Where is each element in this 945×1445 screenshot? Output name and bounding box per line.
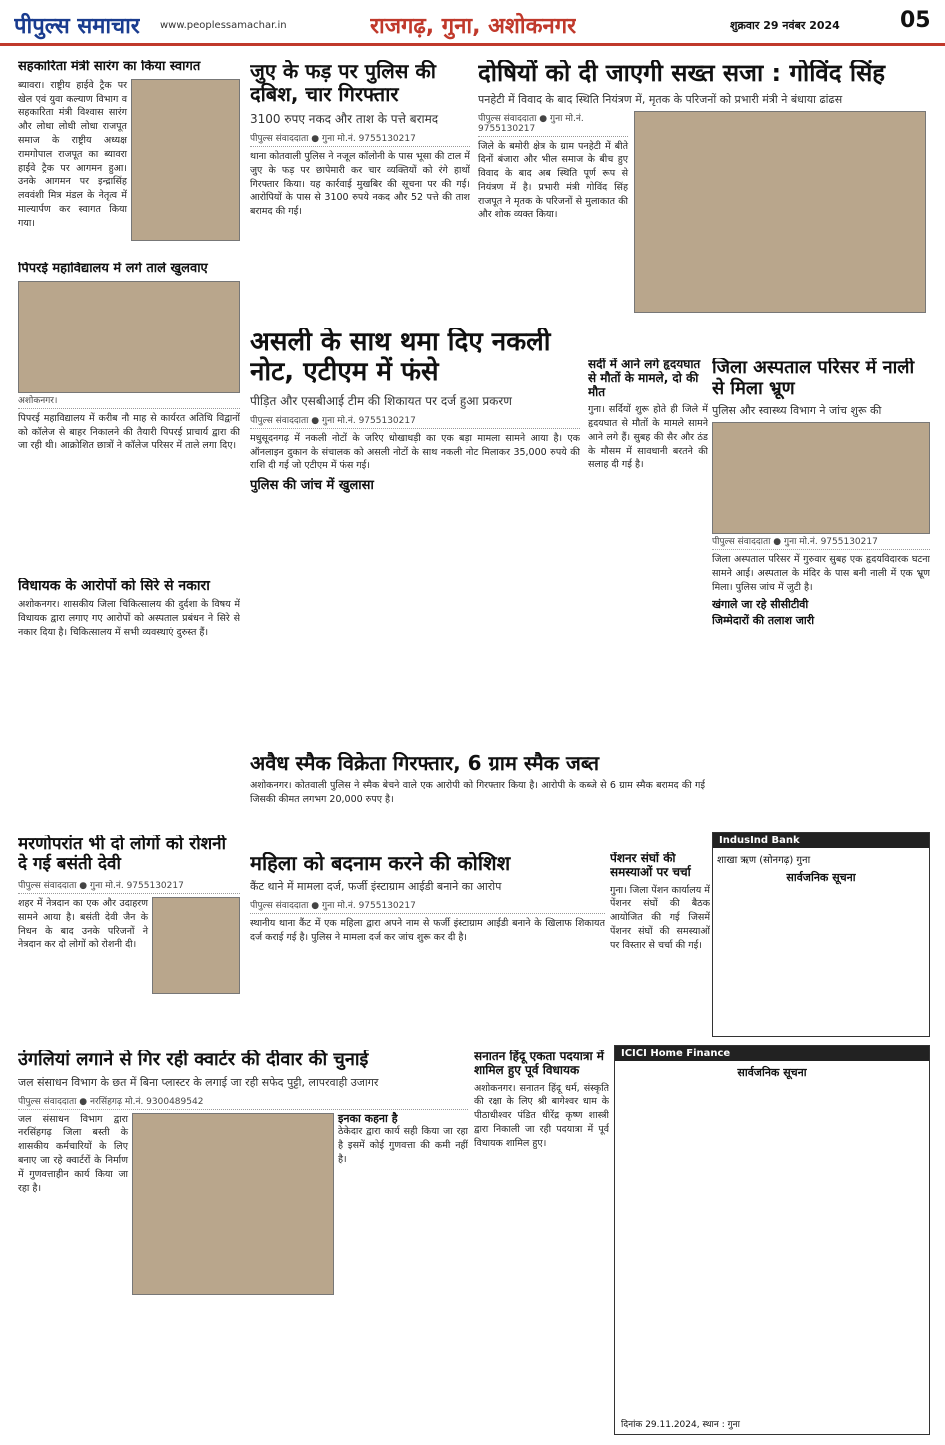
byline xyxy=(250,413,580,429)
headline: सनातन हिंदू एकता पदयात्रा में शामिल हुए पूर्व विधायक xyxy=(474,1050,604,1077)
subheadline: कैंट थाने में मामला दर्ज, फर्जी इंस्टाग्राम आईडी बनाने का आरोप xyxy=(250,880,502,893)
indusind-bank-notice xyxy=(712,832,930,1037)
headline: विधायक के आरोपों को सिरे से नकारा xyxy=(18,578,210,594)
subheadline: पनहेटी में विवाद के बाद स्थिति नियंत्रण में, मृतक के परिजनों को प्रभारी मंत्री ने बंधाया ढांढस xyxy=(478,92,843,106)
article-fetus-found xyxy=(712,358,930,828)
ad-heading: सार्वजनिक सूचना xyxy=(786,871,856,884)
headline: दोषियों को दी जाएगी सख्त सजा : गोविंद सिंह xyxy=(478,60,886,87)
byline xyxy=(250,131,470,147)
article-minister-welcome xyxy=(18,60,240,260)
headline: पेंशनर संघों की समस्याओं पर चर्चा xyxy=(610,852,691,879)
photo xyxy=(131,79,240,241)
ad-brand: ICICI Home Finance xyxy=(615,1046,929,1061)
photo xyxy=(712,422,930,534)
byline-name: पीपुल्स संवाददाता ● नरसिंहगढ़ xyxy=(18,1096,123,1107)
page-region-title: राजगढ़, गुना, अशोकनगर xyxy=(370,14,577,39)
headline: अवैध स्मैक विक्रेता गिरफ्तार, 6 ग्राम स्मैक जब्त xyxy=(250,752,600,775)
headline: महिला को बदनाम करने की कोशिश xyxy=(250,852,511,875)
article-strict-punishment xyxy=(478,60,928,350)
article-body: जिला अस्पताल परिसर में गुरुवार सुबह एक हृदयविदारक घटना सामने आई। अस्पताल के मंदिर के पास बनी नाली में एक भ्रूण मिला। पुलिस जांच में जुटी है। xyxy=(712,554,930,593)
headline: सर्दी में आने लगे हृदयघात से मौतों के मामले, दो की मौत xyxy=(588,358,701,399)
article-gambling-raid xyxy=(250,60,470,320)
article-sanatan-yatra xyxy=(474,1050,609,1435)
ad-brand: IndusInd Bank xyxy=(713,833,929,848)
article-smack-arrest xyxy=(250,752,705,847)
article-heart-attack xyxy=(588,358,708,738)
subhead-cctv: खंगाले जा रहे सीसीटीवी xyxy=(712,597,809,611)
article-body: ब्यावरा। राष्ट्रीय हाईवे ट्रैक पर खेल एवं युवा कल्याण विभाग व सहकारिता मंत्री विश्वास सारंग और लोधा लोधी लोधा राजपूत समाज के राष्ट्रीय अध्यक्ष रामगोपाल राजपूत का ब्यावरा हाईवे ट्रैक पर आगमन हुआ। उनके आगमन पर इन्द्रासिंह लववंशी मित्र मंडल के नेतृत्व में माल्यार्पण कर स्वागत किया गया। xyxy=(18,79,127,229)
subheadline: जल संसाधन विभाग के छत में बिना प्लास्टर के लगाई जा रही सफेद पुट्टी, लापरवाही उजागर xyxy=(18,1075,379,1089)
article-body: अशोकनगर। शासकीय जिला चिकित्सालय की दुर्दशा के विषय में विधायक द्वारा लगाए गए आरोपों को अस्पताल प्रबंधन ने सिरे से नकार दिया है। चिकित्सालय में सभी व्यवस्थाएं दुरुस्त हैं। xyxy=(18,599,240,638)
subheadline: पीड़ित और एसबीआई टीम की शिकायत पर दर्ज हुआ प्रकरण xyxy=(250,393,512,408)
byline-name: पीपुल्स संवाददाता ● गुना xyxy=(250,134,335,144)
photo xyxy=(18,281,240,393)
byline xyxy=(18,878,240,894)
issue-date: शुक्रवार 29 नवंबर 2024 xyxy=(730,19,840,32)
article-fake-notes xyxy=(250,328,580,733)
article-body: शहर में नेत्रदान का एक और उदाहरण सामने आया है। बसंती देवी जैन के निधन के बाद उनके परिजनों ने नेत्रदान कर दो लोगों को रोशनी दी। xyxy=(18,898,148,951)
article-body: थाना कोतवाली पुलिस ने नजूल कॉलोनी के पास भूसा की टाल में जुए के फड़ पर छापेमारी कर चार व्यक्तियों को रंगे हाथों गिरफ्तार किया। यह कार्रवाई मुखबिर की सूचना पर की गई। आरोपियों के पास से 3100 रुपये नकद और 52 पत्ते की ताश बरामद की गई। xyxy=(250,151,470,218)
article-body: स्थानीय थाना कैंट में एक महिला द्वारा अपने नाम से फर्जी इंस्टाग्राम आईडी बनाने के खिलाफ शिकायत दर्ज कराई गई है। पुलिस ने मामला दर्ज कर जांच शुरू कर दी है। xyxy=(250,918,605,943)
ad-title: शाखा ऋण (सोनगढ़) गुना xyxy=(717,855,811,866)
headline: जिला अस्पताल परिसर में नाली से मिला भ्रूण xyxy=(712,358,915,399)
article-body: पिपरई महाविद्यालय में करीब नौ माह से कार्यरत अतिथि विद्वानों को कॉलेज से बाहर निकालने की तैयारी पिपरई प्राचार्य द्वारा की जा रही थी। आक्रोशित छात्रों ने कॉलेज परिसर में ताले लगा दिए। xyxy=(18,412,240,452)
article-body: गुना। जिला पेंशन कार्यालय में पेंशनर संघों की बैठक आयोजित की गई जिसमें पेंशनर संघों की समस्याओं पर विस्तार से चर्चा की गई। xyxy=(610,884,710,951)
article-mla-allegations xyxy=(18,578,240,828)
article-fake-instagram xyxy=(250,852,605,1042)
headline: सहकारिता मंत्री सारंग का किया स्वागत xyxy=(18,60,201,74)
photo xyxy=(152,897,240,994)
headline: उंगलियां लगाने से गिर रही क्वार्टर की दीवार की चुनाई xyxy=(18,1050,369,1070)
byline-name: पीपुल्स संवाददाता ● गुना xyxy=(712,537,797,548)
byline xyxy=(18,1094,468,1110)
byline-phone: मो.नं. 9755130217 xyxy=(337,415,416,426)
article-body: अशोकनगर। कोतवाली पुलिस ने स्मैक बेचने वाले एक आरोपी को गिरफ्तार किया है। आरोपी के कब्जे से 6 ग्राम स्मैक बरामद की गई जिसकी कीमत लगभग 20,000 रुपए है। xyxy=(250,780,705,805)
subhead-investigation: जिम्मेदारों की तलाश जारी xyxy=(712,614,815,628)
article-quarter-wall xyxy=(18,1050,468,1435)
headline: पिपरई महाविद्यालय में लगे ताले खुलवाए xyxy=(18,262,208,276)
byline xyxy=(712,534,930,550)
page-number: 05 xyxy=(900,8,931,33)
subheadline: 3100 रुपए नकद और ताश के पत्ते बरामद xyxy=(250,112,439,126)
article-college-lock xyxy=(18,262,240,572)
article-body: जल संसाधन विभाग द्वारा नरसिंहगढ़ जिला बस्ती के शासकीय कर्मचारियों के लिए बनाए जा रहे क्वार्टरों के निर्माण में गुणवत्ताहीन कार्य किया जा रहा है। xyxy=(18,1113,128,1194)
byline-phone: मो.नं. 9755130217 xyxy=(478,113,584,134)
ad-title: सार्वजनिक सूचना xyxy=(737,1066,807,1079)
photo xyxy=(132,1113,334,1295)
byline-phone: मो.नं. 9755130217 xyxy=(105,881,184,892)
icici-home-finance-notice xyxy=(614,1045,930,1435)
byline-phone: मो.नं. 9755130217 xyxy=(799,537,878,548)
headline: मरणोपरांत भी दो लोगों को रोशनी दे गई बसंती देवी xyxy=(18,835,227,874)
byline-name: पीपुल्स संवाददाता ● गुना xyxy=(18,881,103,892)
subheadline: पुलिस और स्वास्थ्य विभाग ने जांच शुरू की xyxy=(712,404,882,418)
note-body: ठेकेदार द्वारा कार्य सही किया जा रहा है इसमें कोई गुणवत्ता की कमी नहीं है। xyxy=(338,1126,468,1165)
headline: जुए के फड़ पर पुलिस की दबिश, चार गिरफ्तार xyxy=(250,60,436,106)
byline-phone: मो.नं. 9755130217 xyxy=(337,901,416,911)
ad-footer: दिनांक 29.11.2024, स्थान : गुना xyxy=(621,1420,741,1430)
article-body: जिले के बमोरी क्षेत्र के ग्राम पनहेटी में बीते दिनों बंजारा और भील समाज के बीच हुए विवाद के बाद अब स्थिति पूर्ण रूप से नियंत्रण में है। प्रभारी मंत्री गोविंद सिंह राजपूत ने मृतक के परिजनों से मुलाकात की और शोक व्यक्त किया। xyxy=(478,140,628,221)
article-body: गुना। सर्दियों शुरू होते ही जिले में हृदयघात से मौतों के मामले सामने आने लगे हैं। सुबह की सैर और ठंड के मौसम में सावधानी बरतने की सलाह दी गई है। xyxy=(588,404,708,471)
article-body: अशोकनगर। सनातन हिंदू धर्म, संस्कृति की रक्षा के लिए श्री बागेश्वर धाम के पीठाधीश्वर पंडित धीरेंद्र कृष्ण शास्त्री द्वारा निकाली जा रही पदयात्रा में पूर्व विधायक शामिल हुए। xyxy=(474,1082,609,1149)
byline-name: पीपुल्स संवाददाता ● गुना xyxy=(250,901,335,911)
byline-name: पीपुल्स संवाददाता ● गुना xyxy=(250,415,335,426)
byline xyxy=(478,111,628,137)
article-body: मधुसूदनगढ़ में नकली नोटों के जरिए धोखाधड़ी का एक बड़ा मामला सामने आया है। एक ऑनलाइन दुकान के संचालक को असली नोटों के साथ नकली नोट मिलाकर 35,000 रुपये की राशि दी गई जो एटीएम में फंस गई। xyxy=(250,432,580,472)
note-head: इनका कहना है xyxy=(338,1111,398,1125)
headline: असली के साथ थमा दिए नकली नोट, एटीएम में फंसे xyxy=(250,328,551,387)
article-pensioners xyxy=(610,852,710,1042)
byline xyxy=(250,898,605,914)
byline-name: पीपुल्स संवाददाता ● गुना xyxy=(478,113,563,124)
photo xyxy=(634,111,926,313)
byline-phone: मो.नं. 9755130217 xyxy=(337,134,416,144)
article-eye-donation xyxy=(18,835,240,1045)
website-url[interactable]: www.peoplessamachar.in xyxy=(160,20,287,31)
caption: अशोकनगर। xyxy=(18,393,240,409)
box-headline: पुलिस की जांच में खुलासा xyxy=(250,478,374,494)
newspaper-logo: पीपुल्स समाचार xyxy=(14,14,140,39)
byline-phone: मो.नं. 9300489542 xyxy=(124,1096,204,1107)
